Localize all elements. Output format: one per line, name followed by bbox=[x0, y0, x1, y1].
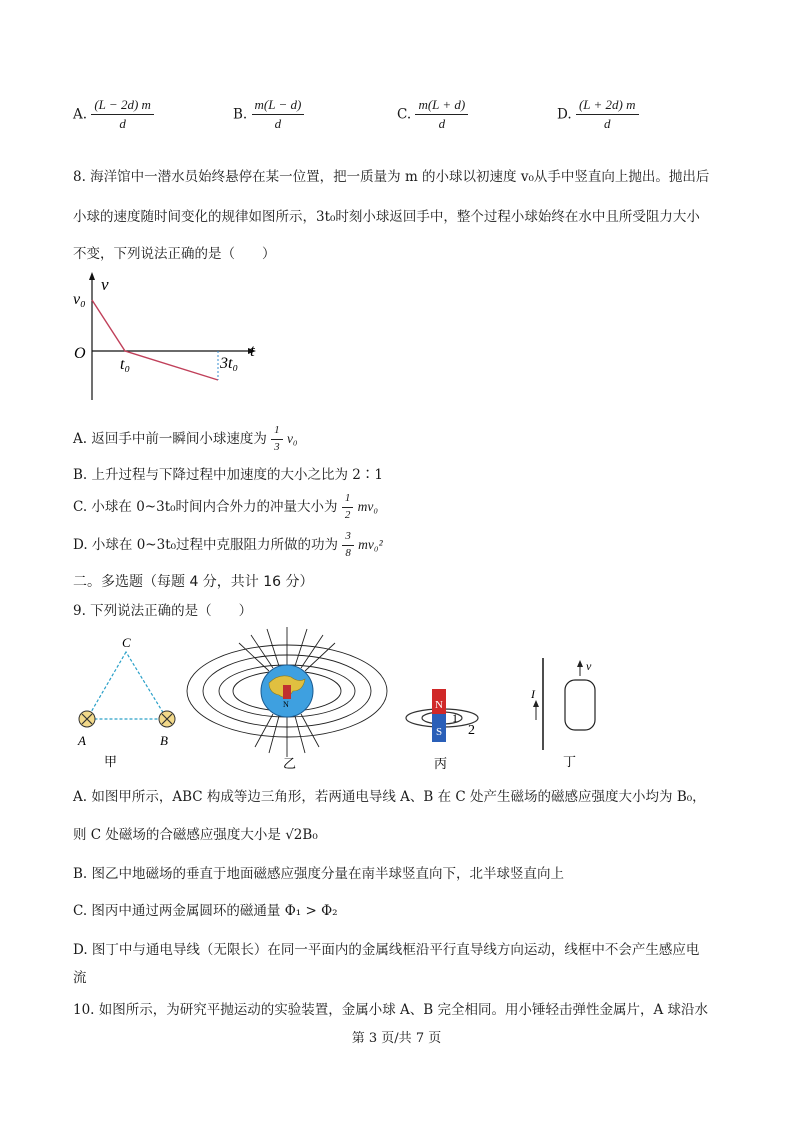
svg-text:A: A bbox=[78, 733, 86, 748]
wire-frame bbox=[565, 680, 595, 730]
q7-fraction-a: $\frac{(L - 2d) m}{d}$ bbox=[91, 97, 154, 133]
svg-text:v: v bbox=[586, 659, 592, 673]
q9-option-a-line2: 则 C 处磁场的合磁感应强度大小是 √2B₀ bbox=[73, 827, 318, 843]
page-footer: 第 3 页/共 7 页 bbox=[351, 1031, 442, 1046]
q9-figure-jia bbox=[72, 632, 187, 772]
svg-text:丙: 丙 bbox=[434, 756, 448, 771]
triangle-abc bbox=[87, 652, 167, 719]
q8-stem-line1: 8. 海洋馆中一潜水员始终悬停在某一位置，把一质量为 m 的小球以初速度 v₀从手中竖直向上抛出。抛出后 bbox=[73, 169, 710, 185]
v0-label: v₀ bbox=[73, 291, 86, 308]
q8-a-fraction: $\frac{1}{3}$ bbox=[271, 424, 283, 455]
v-axis-arrow-icon bbox=[89, 272, 95, 280]
q7-choice-a[interactable]: A. $\frac{(L - 2d) m}{d}$ bbox=[73, 97, 154, 133]
q8-stem-line3: 不变，下列说法正确的是（ ） bbox=[73, 246, 276, 262]
q7-fraction-c: $\frac{m(L + d)}{d}$ bbox=[415, 97, 468, 133]
svg-text:甲: 甲 bbox=[104, 754, 118, 769]
svg-text:S: S bbox=[436, 726, 443, 738]
section-2-title: 二。多选题（每题 4 分，共计 16 分） bbox=[73, 574, 314, 590]
q9-option-d-line1[interactable]: D. 图丁中与通电导线（无限长）在同一平面内的金属线框沿平行直导线方向运动，线框中不会产生感应电 bbox=[73, 942, 700, 958]
velocity-line bbox=[92, 300, 218, 380]
3t0-label: 3t₀ bbox=[220, 355, 239, 372]
q8-d-fraction: $\frac{3}{8}$ bbox=[342, 530, 354, 561]
current-arrow-icon bbox=[533, 700, 539, 707]
svg-text:N: N bbox=[435, 699, 443, 711]
t0-label: t₀ bbox=[120, 356, 131, 373]
q8-option-c[interactable]: C. 小球在 0~3t₀时间内合外力的冲量大小为 $\frac{1}{2}$ mv₀ bbox=[73, 492, 379, 521]
q7-choice-d[interactable]: D. $\frac{(L + 2d) m}{d}$ bbox=[557, 97, 639, 133]
q7-choice-c[interactable]: C. $\frac{m(L + d)}{d}$ bbox=[397, 97, 468, 133]
velocity-arrow-icon bbox=[577, 660, 583, 667]
q9-figure-ding bbox=[525, 654, 615, 774]
q9-figure-bing bbox=[400, 680, 490, 774]
q8-option-a[interactable]: A. 返回手中前一瞬间小球速度为 $\frac{1}{3}$ v₀ bbox=[73, 424, 298, 453]
svg-text:1: 1 bbox=[452, 711, 458, 725]
q9-figure-yi bbox=[183, 625, 391, 773]
svg-text:N: N bbox=[283, 700, 289, 709]
svg-text:丁: 丁 bbox=[563, 754, 577, 769]
q8-c-fraction: $\frac{1}{2}$ bbox=[342, 492, 354, 523]
q9-option-b[interactable]: B. 图乙中地磁场的垂直于地面磁感应强度分量在南半球竖直向下，北半球竖直向上 bbox=[73, 866, 565, 882]
q8-option-b[interactable]: B. 上升过程与下降过程中加速度的大小之比为 2∶1 bbox=[73, 467, 383, 483]
earth-core-magnet-icon bbox=[283, 685, 291, 699]
q9-stem: 9. 下列说法正确的是（ ） bbox=[73, 603, 253, 619]
q10-stem-line1: 10. 如图所示，为研究平抛运动的实验装置，金属小球 A、B 完全相同。用小锤轻击弹性金属片，A 球沿水 bbox=[73, 1002, 709, 1018]
v-label: v bbox=[101, 275, 109, 294]
origin-label: O bbox=[74, 345, 86, 362]
q8-option-d[interactable]: D. 小球在 0~3t₀过程中克服阻力所做的功为 $\frac{3}{8}$ mv₀² bbox=[73, 530, 383, 559]
q8-vt-graph bbox=[70, 270, 270, 410]
q7-fraction-b: $\frac{m(L - d)}{d}$ bbox=[252, 97, 305, 133]
svg-text:C: C bbox=[122, 635, 131, 650]
q9-option-d-line2: 流 bbox=[73, 970, 87, 986]
q7-fraction-d: $\frac{(L + 2d) m}{d}$ bbox=[576, 97, 639, 133]
q7-choice-b[interactable]: B. $\frac{m(L - d)}{d}$ bbox=[233, 97, 304, 133]
svg-text:乙: 乙 bbox=[283, 756, 297, 771]
svg-text:2: 2 bbox=[468, 723, 475, 738]
q9-option-a-line1[interactable]: A. 如图甲所示，ABC 构成等边三角形，若两通电导线 A、B 在 C 处产生磁场的磁感应强度大小均为 B₀， bbox=[73, 789, 706, 805]
svg-text:I: I bbox=[531, 687, 535, 701]
t-label: t bbox=[250, 341, 255, 360]
svg-text:B: B bbox=[160, 733, 168, 748]
q8-stem-line2: 小球的速度随时间变化的规律如图所示，3t₀时刻小球返回手中，整个过程小球始终在水中且所受阻力大小 bbox=[73, 209, 700, 225]
q9-option-c[interactable]: C. 图丙中通过两金属圆环的磁通量 Φ₁ > Φ₂ bbox=[73, 903, 338, 919]
